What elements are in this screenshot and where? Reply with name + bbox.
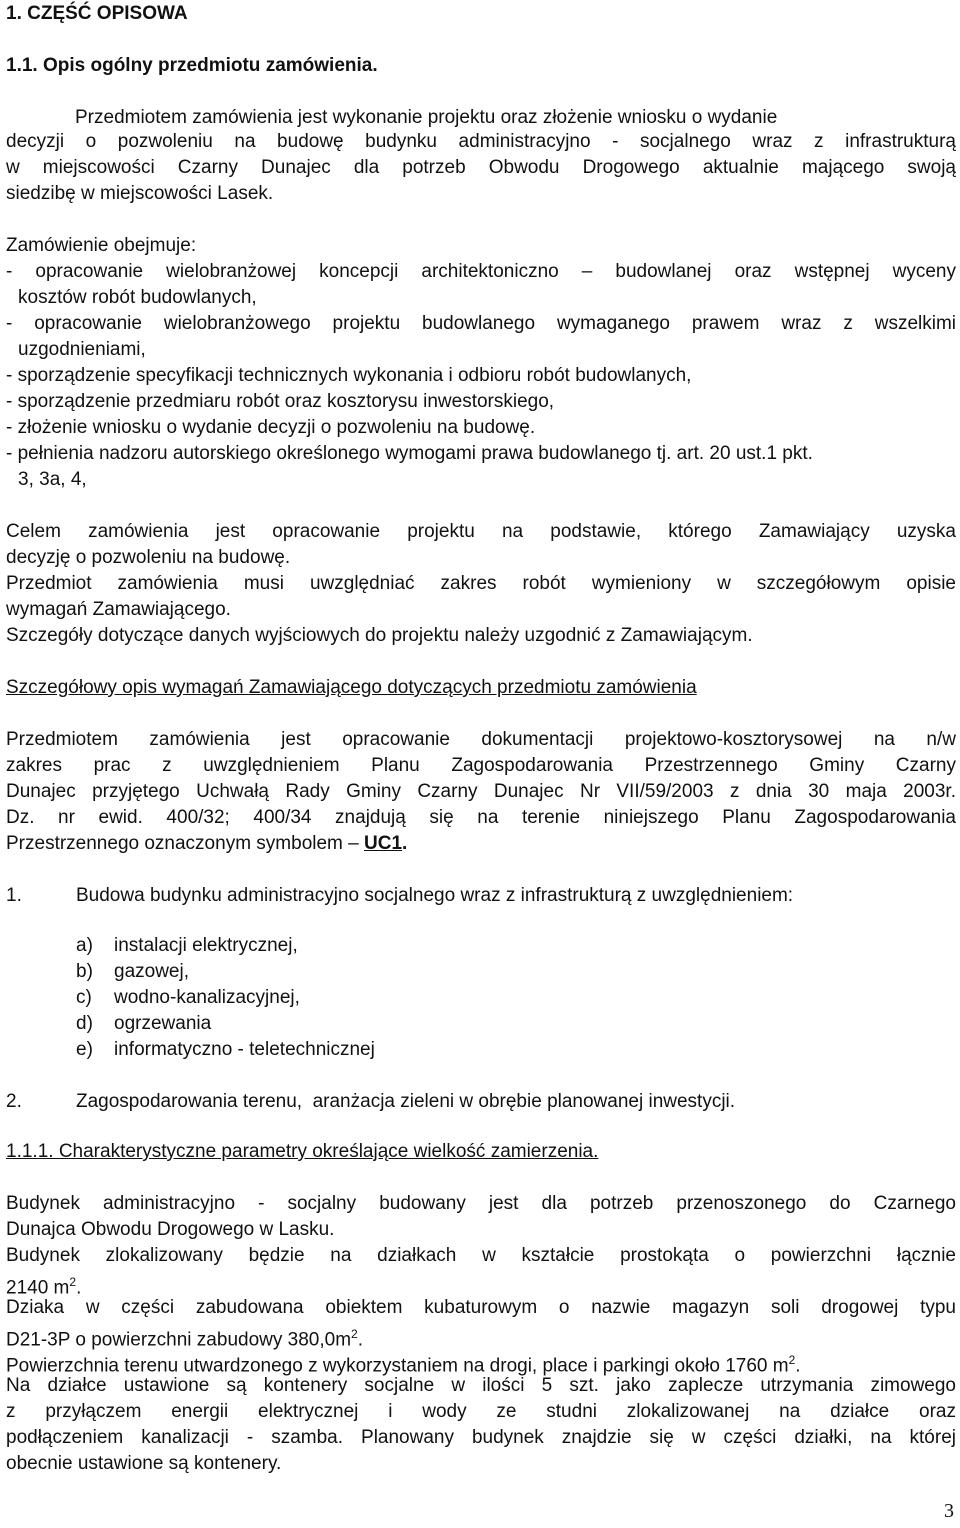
params-line: Dunajca Obwodu Drogowego w Lasku. — [6, 1219, 335, 1240]
scope-item: - sporządzenie przedmiaru robót oraz kosztorysu inwestorskiego, — [6, 391, 555, 412]
scope-item: - opracowanie wielobranżowej koncepcji architektoniczno – budowlanej oraz wstępnej wyceny — [6, 261, 956, 282]
subsection-heading: 1.1. Opis ogólny przedmiotu zamówienia. — [6, 55, 378, 76]
plan-symbol: UC1 — [364, 833, 403, 854]
scope-item: - sporządzenie specyfikacji technicznych wykonania i odbioru robót budowlanych, — [6, 365, 692, 386]
detail-heading: Szczegółowy opis wymagań Zamawiającego dotyczących przedmiotu zamówienia — [6, 677, 697, 698]
scope-item: - złożenie wniosku o wydanie decyzji o pozwoleniu na budowę. — [6, 417, 536, 438]
subitem-text: instalacji elektrycznej, — [114, 935, 298, 956]
subitem-text: wodno-kanalizacyjnej, — [114, 987, 300, 1008]
params-line: Na działce ustawione są kontenery socjalne w ilości 5 szt. jako zaplecze utrzymania zimowego — [6, 1375, 956, 1396]
scope-item: uzgodnieniami, — [18, 339, 146, 360]
superscript: 2 — [351, 1327, 358, 1341]
area-text: Powierzchnia terenu utwardzonego z wykorzystaniem na drogi, place i parkingi około 1760 m — [6, 1355, 789, 1377]
subitem-label: c) — [76, 987, 92, 1008]
subitem-text: informatyczno - teletechnicznej — [114, 1039, 375, 1060]
intro-line: Przedmiotem zamówienia jest wykonanie projektu oraz złożenie wniosku o wydanie — [75, 107, 778, 128]
period: . — [357, 1329, 363, 1351]
detail-line: zakres prac z uwzględnieniem Planu Zagospodarowania Przestrzennego Gminy Czarny — [6, 755, 956, 776]
detail-line: Przedmiotem zamówienia jest opracowanie dokumentacji projektowo-kosztorysowej na n/w — [6, 729, 956, 750]
subitem-label: d) — [76, 1013, 93, 1034]
intro-line: w miejscowości Czarny Dunajec dla potrzeb Obwodu Drogowego aktualnie mającego swoją — [6, 157, 956, 178]
subitem-label: e) — [76, 1039, 93, 1060]
detail-line: Dunajec przyjętego Uchwałą Rady Gminy Czarny Dunajec Nr VII/59/2003 z dnia 30 maja 2003r. — [6, 781, 956, 802]
goal-line: Szczegóły dotyczące danych wyjściowych do projektu należy uzgodnić z Zamawiającym. — [6, 625, 753, 646]
subitem-text: ogrzewania — [114, 1013, 212, 1034]
scope-item: 3, 3a, 4, — [18, 469, 87, 490]
params-line: Budynek administracyjno - socjalny budowany jest dla potrzeb przenoszonego do Czarnego — [6, 1193, 956, 1214]
goal-line: decyzję o pozwoleniu na budowę. — [6, 547, 291, 568]
intro-line: decyzji o pozwoleniu na budowę budynku administracyjno - socjalnego wraz z infrastrukturą — [6, 131, 956, 152]
superscript: 2 — [788, 1353, 796, 1367]
params-line: z przyłączem energii elektrycznej i wody ze studni zlokalizowanej na działce oraz — [6, 1401, 956, 1422]
scope-item: - opracowanie wielobranżowego projektu budowlanego wymaganego prawem wraz z wszelkimi — [6, 313, 956, 334]
period: . — [795, 1355, 801, 1377]
params-line: Budynek zlokalizowany będzie na działkach w kształcie prostokąta o powierzchni łącznie — [6, 1245, 956, 1266]
page-number: 3 — [944, 1500, 954, 1522]
goal-line: Celem zamówienia jest opracowanie projektu na podstawie, którego Zamawiający uzyska — [6, 521, 956, 542]
area-text: 2140 m — [6, 1277, 70, 1299]
list-item-number: 2. — [6, 1091, 22, 1112]
params-line: Dziaka w części zabudowana obiektem kubaturowym o nazwie magazyn soli drogowej typu — [6, 1297, 956, 1318]
scope-title: Zamówienie obejmuje: — [6, 235, 197, 256]
goal-line: Przedmiot zamówienia musi uwzględniać zakres robót wymieniony w szczegółowym opisie — [6, 573, 956, 594]
subitem-label: a) — [76, 935, 93, 956]
list-item-text: Budowa budynku administracyjno socjalnego wraz z infrastrukturą z uwzględnieniem: — [76, 885, 794, 906]
subitem-text: gazowej, — [114, 961, 189, 982]
list-item-number: 1. — [6, 885, 22, 906]
superscript: 2 — [69, 1275, 77, 1289]
params-line: obecnie ustawione są kontenery. — [6, 1453, 282, 1474]
goal-line: wymagań Zamawiającego. — [6, 599, 231, 620]
intro-line: siedzibę w miejscowości Lasek. — [6, 183, 274, 204]
section-heading: 1. CZĘŚĆ OPISOWA — [6, 3, 188, 24]
section-1-1-1-heading: 1.1.1. Charakterystyczne parametry określające wielkość zamierzenia. — [6, 1141, 599, 1162]
plan-symbol-period: . — [402, 833, 408, 854]
list-item-text: Zagospodarowania terenu, aranżacja zieleni w obrębie planowanej inwestycji. — [76, 1091, 736, 1112]
scope-item: - pełnienia nadzoru autorskiego określonego wymogami prawa budowlanego tj. art. 20 ust.1 pkt. — [6, 443, 813, 464]
detail-line: Dz. nr ewid. 400/32; 400/34 znajdują się na terenie niniejszego Planu Zagospodarowania — [6, 807, 956, 828]
detail-line-text: Przestrzennego oznaczonym symbolem – — [6, 833, 364, 854]
detail-line — [6, 832, 407, 856]
period: . — [76, 1277, 82, 1299]
scope-item: kosztów robót budowlanych, — [18, 287, 257, 308]
subitem-label: b) — [76, 961, 93, 982]
params-line: podłączeniem kanalizacji - szamba. Planowany budynek znajdzie się w części działki, na której — [6, 1427, 956, 1448]
area-text: D21-3P o powierzchni zabudowy 380,0m — [6, 1329, 352, 1351]
